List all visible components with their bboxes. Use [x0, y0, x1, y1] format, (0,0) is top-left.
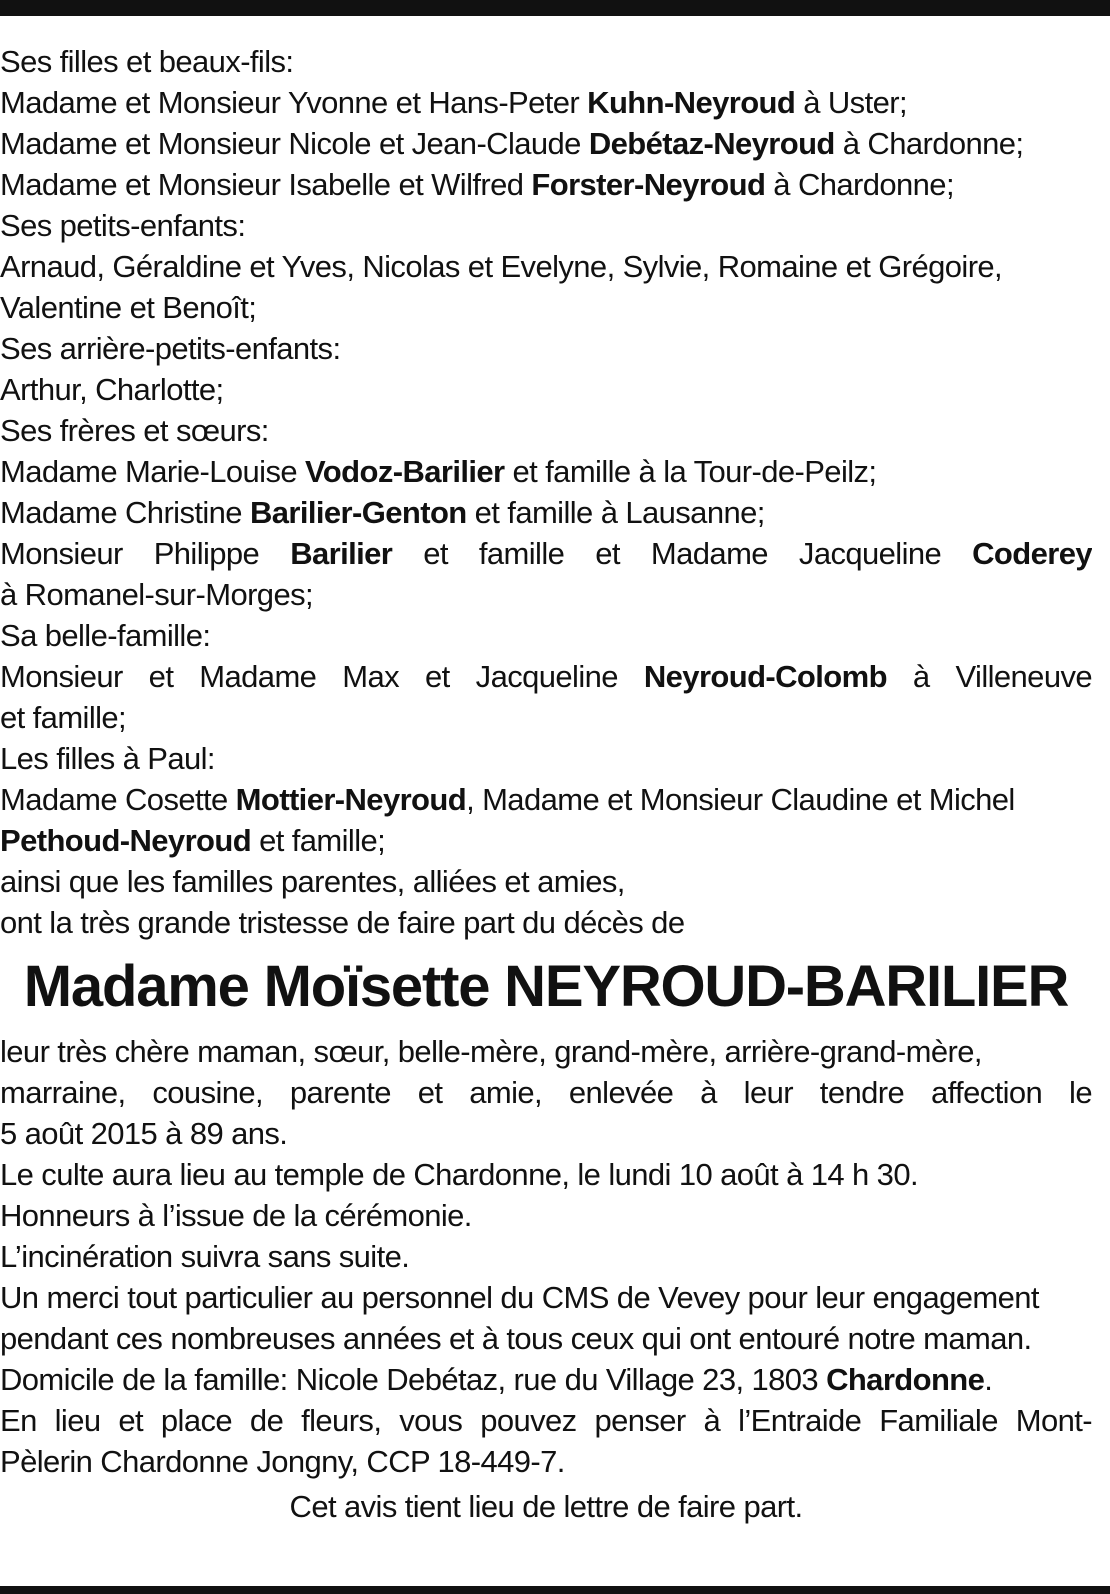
text-segment: Domicile de la famille: Nicole Debétaz, rue du Village 23, 1803	[0, 1362, 827, 1397]
text-line	[0, 1400, 1092, 1441]
text-segment: Madame Marie-Louise	[0, 454, 306, 489]
text-line	[0, 738, 1092, 779]
family-name: Neyroud-Colomb	[643, 659, 887, 694]
text-line	[0, 1236, 1092, 1277]
text-segment: Monsieur et Madame Max et Jacqueline	[0, 659, 644, 694]
text-line	[0, 1359, 1092, 1400]
text-line	[0, 451, 1092, 492]
text-segment: Ses arrière-petits-enfants:	[0, 331, 341, 366]
text-segment: En lieu et place de fleurs, vous pouvez penser à l’Entraide Familiale Mont-	[0, 1403, 1092, 1438]
text-line	[0, 1318, 1092, 1359]
text-line	[0, 82, 1092, 123]
text-line	[0, 246, 1092, 287]
text-segment: Madame Cosette	[0, 782, 236, 817]
text-segment: .	[984, 1362, 993, 1397]
family-name: Kuhn-Neyroud	[587, 85, 796, 120]
death-notice	[0, 41, 1092, 1527]
family-name: Vodoz-Barilier	[305, 454, 505, 489]
text-line	[0, 123, 1092, 164]
text-line	[0, 1031, 1092, 1072]
text-line	[0, 1441, 1092, 1482]
text-segment: et famille à Lausanne;	[466, 495, 765, 530]
text-segment: Les filles à Paul:	[0, 741, 215, 776]
text-segment: 5 août 2015 à 89 ans.	[0, 1116, 288, 1151]
text-segment: et famille et Madame Jacqueline	[392, 536, 973, 571]
text-segment: L’incinération suivra sans suite.	[0, 1239, 410, 1274]
text-segment: marraine, cousine, parente et amie, enlevée à leur tendre affection le	[0, 1075, 1092, 1110]
family-name: Chardonne	[826, 1362, 985, 1397]
text-segment: Madame et Monsieur Yvonne et Hans-Peter	[0, 85, 588, 120]
text-segment: à Villeneuve	[886, 659, 1092, 694]
text-segment: et famille;	[251, 823, 386, 858]
text-line	[0, 902, 1092, 943]
text-line	[0, 1072, 1092, 1113]
text-segment: et famille à la Tour-de-Peilz;	[504, 454, 877, 489]
text-line	[0, 820, 1092, 861]
text-segment: pendant ces nombreuses années et à tous ceux qui ont entouré notre maman.	[0, 1321, 1032, 1356]
text-line	[0, 205, 1092, 246]
text-segment: Ses petits-enfants:	[0, 208, 246, 243]
text-line	[0, 369, 1092, 410]
text-line	[0, 164, 1092, 205]
text-segment: à Chardonne;	[765, 167, 954, 202]
text-segment: Ses frères et sœurs:	[0, 413, 269, 448]
text-line	[0, 574, 1092, 615]
text-line	[0, 779, 1092, 820]
notice-details	[0, 1031, 1092, 1482]
text-line	[0, 656, 1092, 697]
text-line	[0, 328, 1092, 369]
text-segment: Valentine et Benoît;	[0, 290, 257, 325]
text-line	[0, 1195, 1092, 1236]
text-segment: Arthur, Charlotte;	[0, 372, 224, 407]
text-line	[0, 410, 1092, 451]
deceased-name: Madame Moïsette NEYROUD-BARILIER	[23, 954, 1069, 1019]
text-line	[0, 1154, 1092, 1195]
bottom-rule	[0, 1586, 1110, 1594]
text-line	[0, 41, 1092, 82]
text-segment: Madame Christine	[0, 495, 250, 530]
text-line	[0, 861, 1092, 902]
family-name: Debétaz-Neyroud	[588, 126, 835, 161]
text-line	[0, 615, 1092, 656]
text-segment: à Uster;	[795, 85, 907, 120]
top-rule	[0, 0, 1110, 16]
text-segment: à Romanel-sur-Morges;	[0, 577, 314, 612]
family-name: Coderey	[972, 536, 1092, 571]
text-segment: et famille;	[0, 700, 127, 735]
family-name: Pethoud-Neyroud	[0, 823, 252, 858]
text-segment: à Chardonne;	[834, 126, 1024, 161]
text-line	[0, 287, 1092, 328]
family-name: Forster-Neyroud	[531, 167, 766, 202]
text-segment: Ses filles et beaux-fils:	[0, 44, 294, 79]
text-segment: Madame et Monsieur Isabelle et Wilfred	[0, 167, 532, 202]
text-line	[0, 697, 1092, 738]
text-line	[0, 533, 1092, 574]
text-segment: , Madame et Monsieur Claudine et Michel	[466, 782, 1015, 817]
family-name: Barilier	[290, 536, 393, 571]
text-segment: leur très chère maman, sœur, belle-mère, grand-mère, arrière-grand-mère,	[0, 1034, 982, 1069]
text-line	[0, 1113, 1092, 1154]
text-segment: Un merci tout particulier au personnel du CMS de Vevey pour leur engagement	[0, 1280, 1039, 1315]
text-line	[0, 1277, 1092, 1318]
text-segment: Sa belle-famille:	[0, 618, 211, 653]
text-segment: Honneurs à l’issue de la cérémonie.	[0, 1198, 472, 1233]
text-segment: ont la très grande tristesse de faire part du décès de	[0, 905, 685, 940]
family-name: Barilier-Genton	[249, 495, 467, 530]
closing-statement: Cet avis tient lieu de lettre de faire part.	[289, 1489, 803, 1524]
text-segment: Le culte aura lieu au temple de Chardonne, le lundi 10 août à 14 h 30.	[0, 1157, 918, 1192]
family-name: Mottier-Neyroud	[235, 782, 467, 817]
text-line	[0, 492, 1092, 533]
family-list	[0, 41, 1092, 943]
text-segment: Arnaud, Géraldine et Yves, Nicolas et Evelyne, Sylvie, Romaine et Grégoire,	[0, 249, 1003, 284]
text-segment: ainsi que les familles parentes, alliées et amies,	[0, 864, 625, 899]
text-segment: Madame et Monsieur Nicole et Jean-Claude	[0, 126, 589, 161]
text-segment: Pèlerin Chardonne Jongny, CCP 18-449-7.	[0, 1444, 565, 1479]
text-segment: Monsieur Philippe	[0, 536, 291, 571]
